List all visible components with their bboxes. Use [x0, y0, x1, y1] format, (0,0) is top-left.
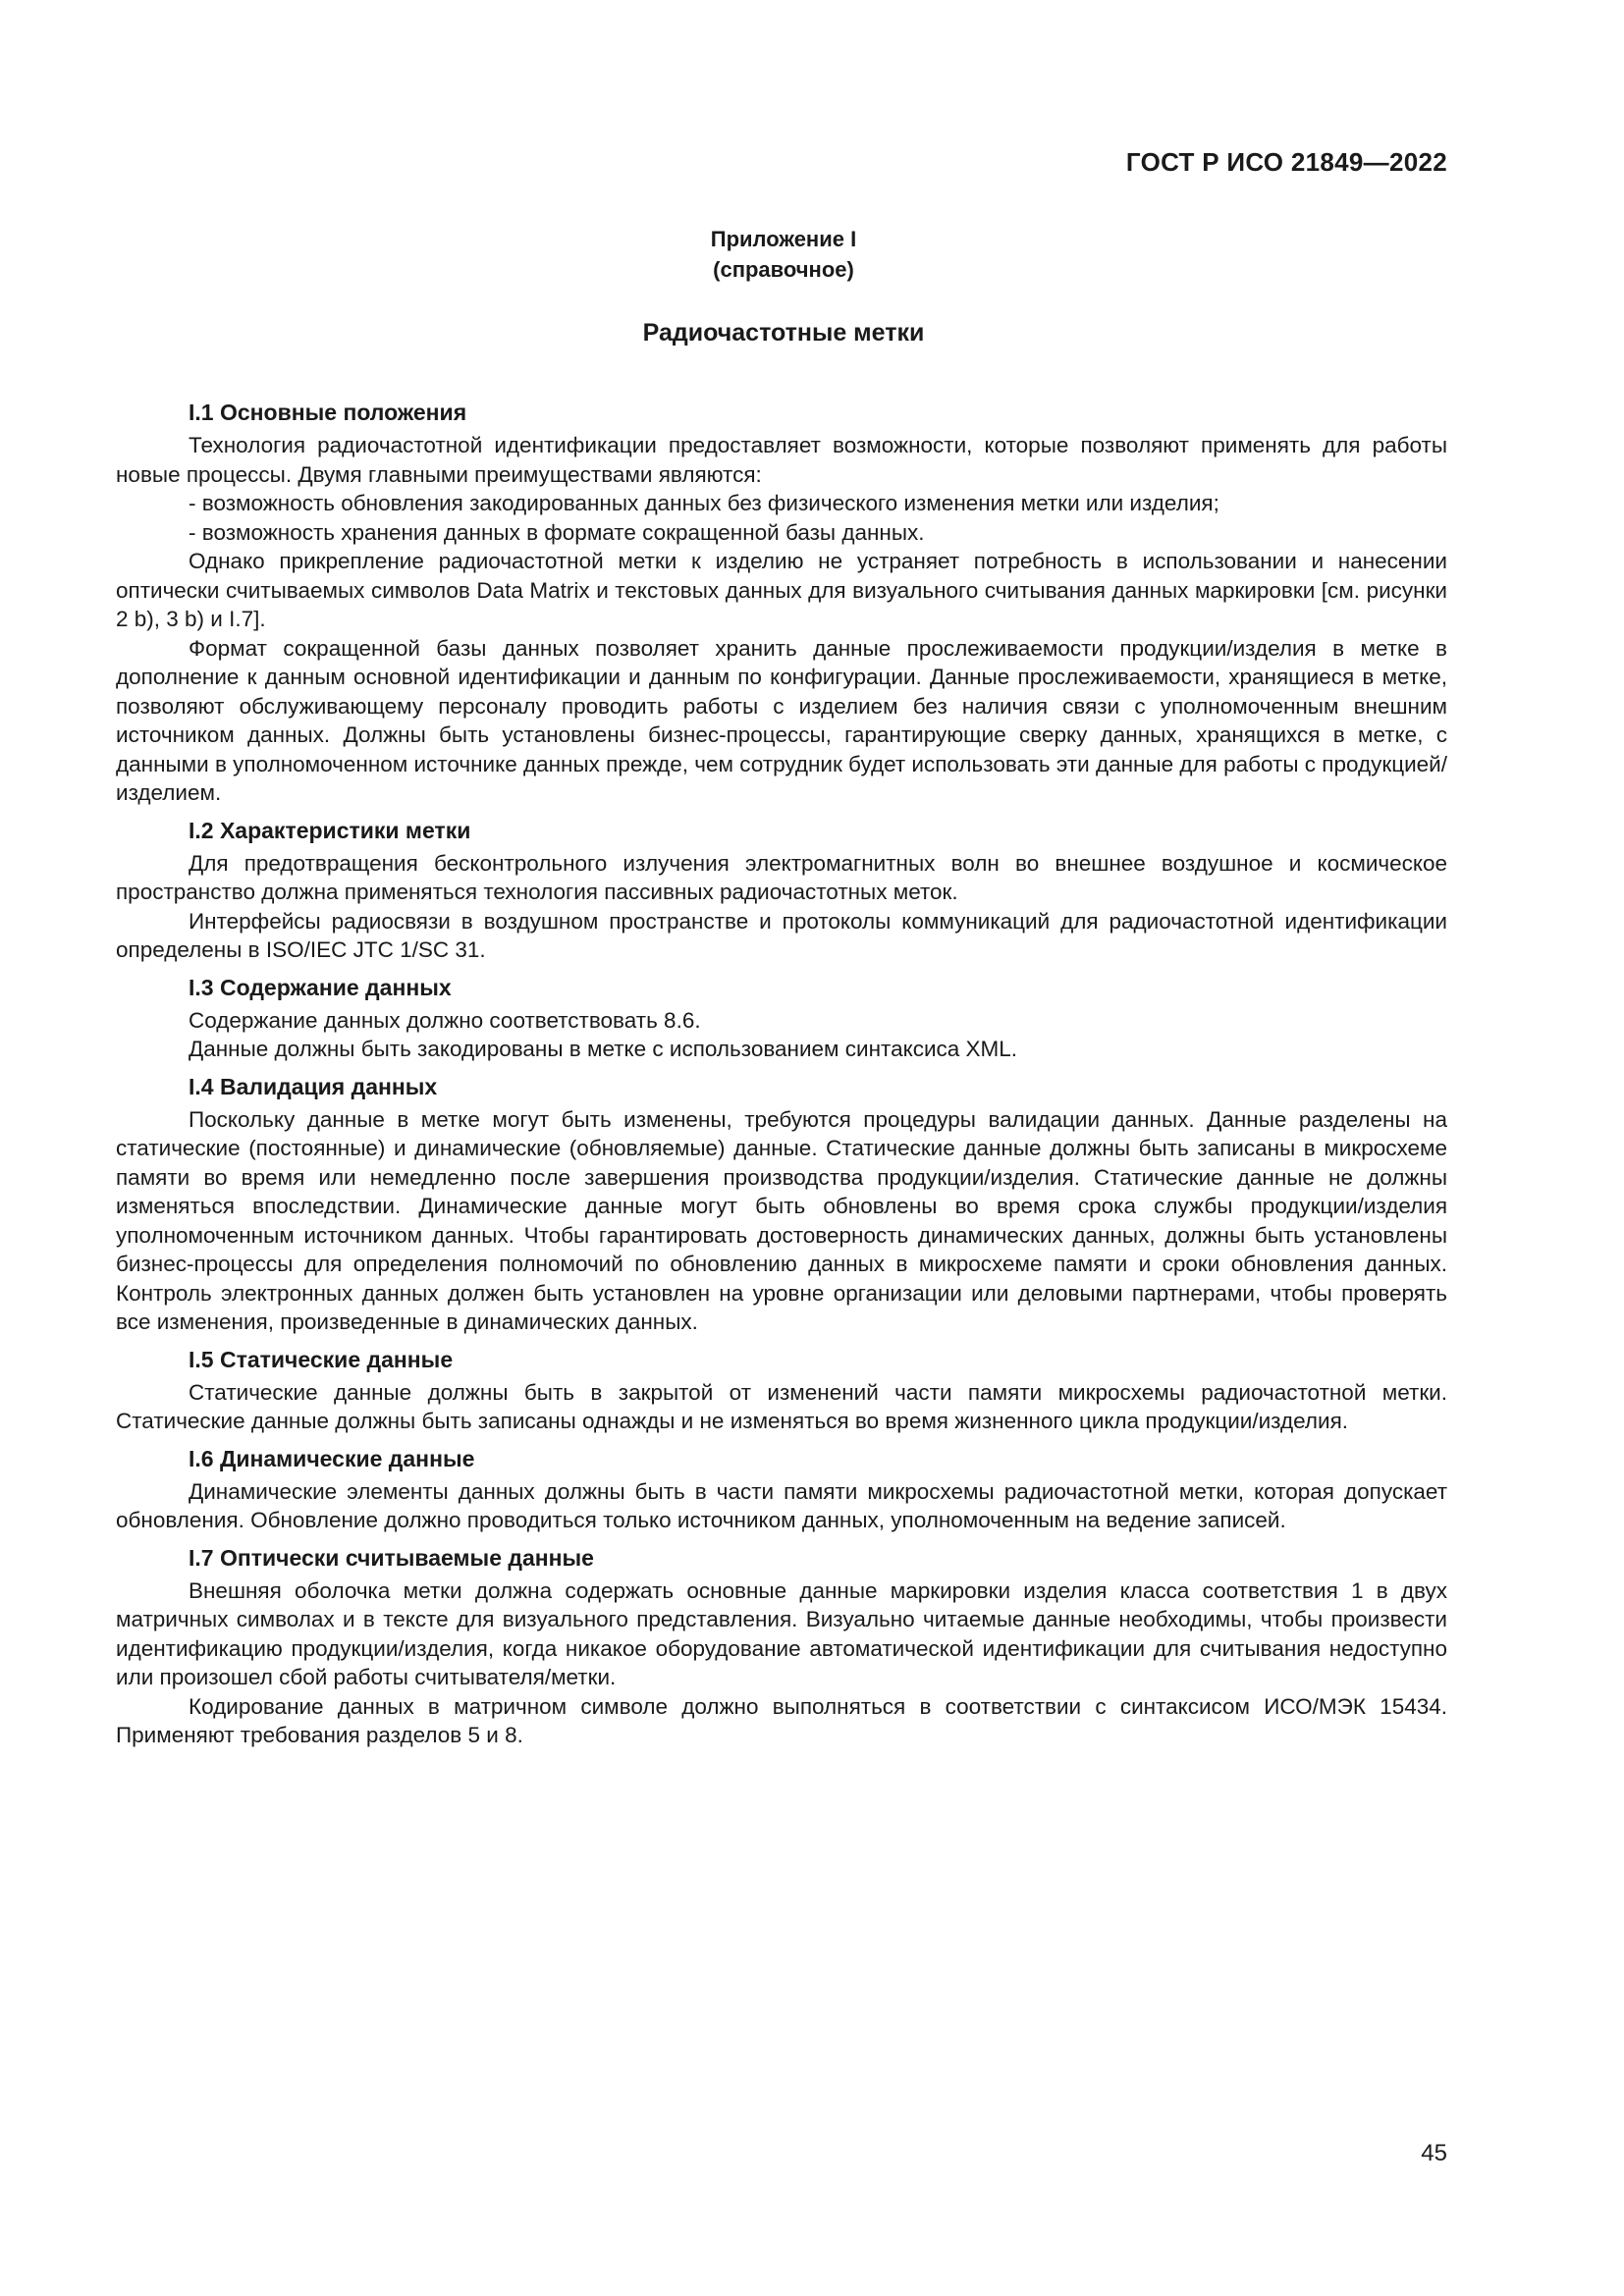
paragraph: Статические данные должны быть в закрытой от изменений части памяти микросхемы радиочастотной метки. Статические данные должны быть записаны однажды и не изменяться во время жизненного цикла продукции/изделия.: [116, 1379, 1447, 1433]
paragraph: Для предотвращения бесконтрольного излучения электромагнитных волн во внешнее воздушное и космическое пространство должна применяться технология пассивных радиочастотных меток.: [116, 850, 1447, 904]
page-number: 45: [1421, 2140, 1447, 2166]
paragraph: Содержание данных должно соответствовать 8.6.: [189, 1007, 701, 1033]
section-i5: [116, 1345, 1447, 1436]
section-heading: I.4 Валидация данных: [189, 1073, 438, 1099]
document-code-header: ГОСТ Р ИСО 21849—2022: [1125, 147, 1447, 177]
paragraph: Динамические элементы данных должны быть в части памяти микросхемы радиочастотной метки, которая допускает обновления. Обновление должно проводиться только источником данных, уполномоченным на ведение записей.: [116, 1478, 1447, 1532]
paragraph: Однако прикрепление радиочастотной метки к изделию не устраняет потребность в использовании и нанесении оптически считываемых символов Data Matrix и текстовых данных для визуального считывания данных маркировки [см. рисунки 2 b), 3 b) и I.7].: [116, 549, 1447, 631]
section-heading: I.2 Характеристики метки: [189, 817, 471, 843]
appendix-title: Радиочастотные метки: [642, 319, 925, 347]
paragraph: Данные должны быть закодированы в метке с использованием синтаксиса XML.: [189, 1037, 1018, 1061]
section-i4: [116, 1072, 1447, 1337]
section-i3: [116, 973, 1447, 1064]
section-heading: I.7 Оптически считываемые данные: [189, 1544, 594, 1571]
appendix-name: Приложение I: [710, 227, 857, 251]
section-heading: I.1 Основные положения: [189, 400, 467, 425]
paragraph: Поскольку данные в метке могут быть изменены, требуются процедуры валидации данных. Данные разделены на статические (постоянные) и динамические (обновляемые) данные. Статические данные должны быть записаны в микросхеме памяти во время или немедленно после завершения производства продукции/изделия. Статические данные не должны изменяться впоследствии. Динамические данные могут быть обновлены во время срока службы продукции/изделия уполномоченным источником данных. Чтобы гарантировать достоверность динамических данных, должны быть установлены бизнес-процессы для определения полномочий по обновлению данных в микросхеме памяти и сроки обновления данных. Контроль электронных данных должен быть установлен на уровне организации или деловыми партнерами, чтобы проверять все изменения, произведенные в динамических данных.: [116, 1106, 1447, 1334]
section-i2: [116, 816, 1447, 965]
section-heading: I.5 Статические данные: [189, 1346, 454, 1372]
list-item: - возможность хранения данных в формате сокращенной базы данных.: [189, 519, 925, 545]
paragraph: Формат сокращенной базы данных позволяет хранить данные прослеживаемости продукции/изделия в метке в дополнение к данным основной идентификации и данным по конфигурации. Данные прослеживаемости, хранящиеся в метке, позволяют обслуживающему персоналу проводить работы с изделием без наличия связи с уполномоченным внешним источником данных. Должны быть установлены бизнес-процессы, гарантирующие сверку данных, хранящихся в метке, с данными в уполномоченном источнике данных прежде, чем сотрудник будет использовать эти данные для работы с продукцией/изделием.: [116, 635, 1447, 805]
section-i6: [116, 1444, 1447, 1535]
section-heading: I.3 Содержание данных: [189, 974, 452, 1000]
document-body: [116, 398, 1447, 1758]
paragraph: Кодирование данных в матричном символе должно выполняться в соответствии с синтаксисом ИСО/МЭК 15434. Применяют требования разделов 5 и 8.: [116, 1693, 1447, 1747]
section-i1: [116, 398, 1447, 808]
paragraph: Внешняя оболочка метки должна содержать основные данные маркировки изделия класса соответствия 1 в двух матричных символах и в тексте для визуального представления. Визуально читаемые данные необходимы, чтобы произвести идентификацию продукции/изделия, когда никакое оборудование автоматической идентификации для считывания недоступно или произошел сбой работы считывателя/метки.: [116, 1577, 1447, 1689]
appendix-kind: (справочное): [713, 257, 854, 282]
paragraph: Интерфейсы радиосвязи в воздушном пространстве и протоколы коммуникаций для радиочастотной идентификации определены в ISO/IEC JTC 1/SC 31.: [116, 908, 1447, 962]
section-i7: [116, 1543, 1447, 1750]
appendix-heading: [0, 224, 1567, 285]
section-heading: I.6 Динамические данные: [189, 1445, 475, 1471]
list-item: - возможность обновления закодированных данных без физического изменения метки или изделия;: [189, 491, 1219, 515]
paragraph: Технология радиочастотной идентификации предоставляет возможности, которые позволяют применять для работы новые процессы. Двумя главными преимуществами являются:: [116, 433, 1447, 487]
